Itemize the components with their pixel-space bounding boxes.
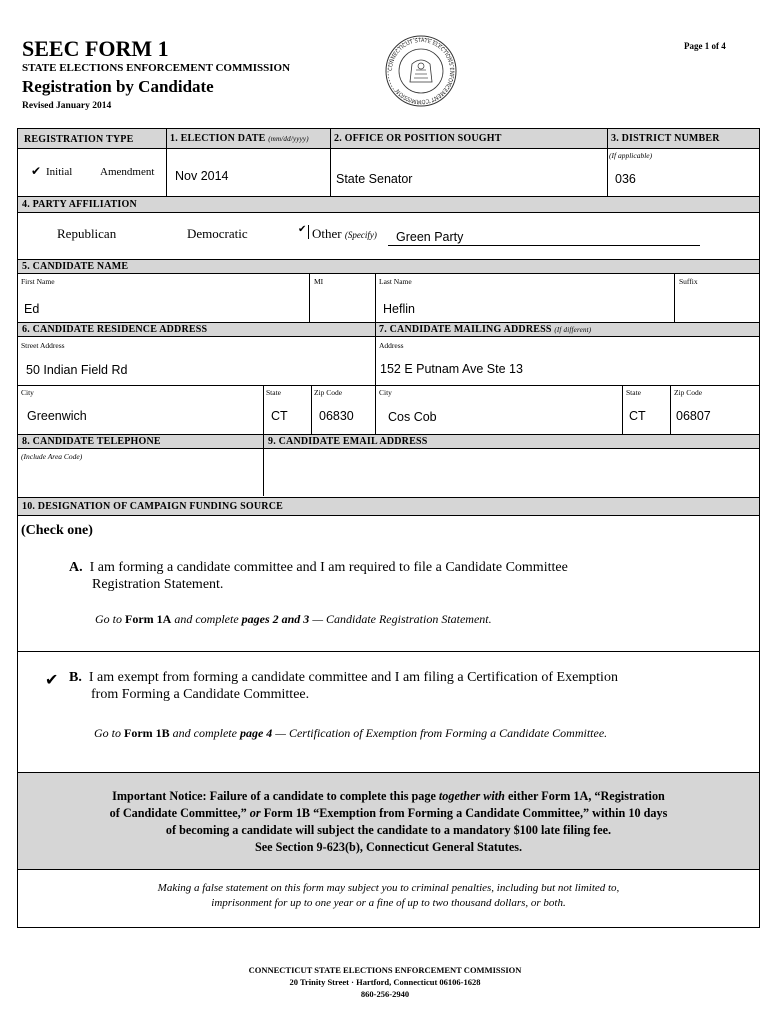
last-name-value[interactable]: Heflin: [383, 302, 415, 316]
residence-address-label: 6. CANDIDATE RESIDENCE ADDRESS: [22, 324, 208, 335]
office-label: 2. OFFICE OR POSITION SOUGHT: [334, 133, 502, 144]
district-hint: (If applicable): [609, 151, 653, 160]
residence-state-value[interactable]: CT: [271, 409, 288, 423]
election-date-value[interactable]: Nov 2014: [175, 169, 229, 183]
option-b-checkmark[interactable]: ✔: [45, 672, 59, 689]
mailing-address-value[interactable]: 152 E Putnam Ave Ste 13: [380, 362, 523, 376]
mailing-state-label: State: [626, 388, 641, 397]
option-a-line2: Registration Statement.: [92, 577, 224, 592]
email-label: 9. CANDIDATE EMAIL ADDRESS: [268, 436, 428, 447]
district-value[interactable]: 036: [615, 172, 636, 186]
seal-logo: [384, 34, 458, 108]
residence-zip-value[interactable]: 06830: [319, 409, 354, 423]
mailing-zip-label: Zip Code: [674, 388, 703, 397]
republican-option[interactable]: Republican: [57, 226, 117, 241]
registration-type-label: REGISTRATION TYPE: [24, 134, 134, 145]
funding-source-label: 10. DESIGNATION OF CAMPAIGN FUNDING SOURCE: [22, 501, 284, 512]
street-address-label: Street Address: [21, 341, 65, 350]
democratic-option[interactable]: Democratic: [187, 226, 248, 241]
false-statement-warning: Making a false statement on this form may subject you to criminal penalties, including but not limited to, imprisonment for up to one year or a fine of up to two thousand dollars, or both.: [157, 882, 620, 909]
initial-checkmark[interactable]: ✔: [31, 164, 42, 178]
candidate-name-label: 5. CANDIDATE NAME: [22, 261, 129, 272]
svg-text:CONNECTICUT STATE ELECTIONS EN: CONNECTICUT STATE ELECTIONS ENFORCEMENT COMMISSION: [387, 37, 455, 105]
district-label: 3. DISTRICT NUMBER: [611, 133, 720, 144]
telephone-input[interactable]: [18, 449, 263, 496]
form-title: SEEC FORM 1: [22, 36, 169, 61]
mailing-address-sublabel: Address: [379, 341, 404, 350]
other-party-value[interactable]: Green Party: [396, 230, 464, 244]
residence-street-value[interactable]: 50 Indian Field Rd: [26, 363, 128, 377]
option-b-line2: from Forming a Candidate Committee.: [91, 687, 310, 702]
other-option[interactable]: Other (Specify): [312, 226, 377, 241]
mailing-state-value[interactable]: CT: [629, 409, 646, 423]
footer: CONNECTICUT STATE ELECTIONS ENFORCEMENT COMMISSION 20 Trinity Street · Hartford, Connecticut 06106-1628 860-256-2940: [248, 965, 522, 999]
option-b[interactable]: B. I am exempt from forming a candidate committee and I am filing a Certification of Exemption: [69, 670, 618, 685]
suffix-label: Suffix: [679, 277, 698, 286]
registration-form: [17, 128, 760, 928]
residence-city-value[interactable]: Greenwich: [27, 409, 87, 423]
commission-name: STATE ELECTIONS ENFORCEMENT COMMISSION: [22, 62, 291, 74]
party-affiliation-label: 4. PARTY AFFILIATION: [22, 199, 137, 210]
revised-date: Revised January 2014: [22, 101, 112, 111]
form-subtitle: Registration by Candidate: [22, 77, 214, 96]
amendment-option[interactable]: Amendment: [100, 166, 155, 178]
option-a-instruction: Go to Form 1A and complete pages 2 and 3 — Candidate Registration Statement.: [95, 612, 492, 626]
residence-state-label: State: [266, 388, 281, 397]
email-input[interactable]: [264, 449, 759, 496]
telephone-hint: (Include Area Code): [21, 452, 83, 461]
first-name-label: First Name: [21, 277, 55, 286]
notice-text: Important Notice: Failure of a candidate to complete this page together with either Form 1A, “Registration of Candidate Committee,” or Form 1B “Exemption from Forming a Candidate Committee,” within 10 days of becoming a candidate will subject the candidate to a mandatory $100 late filing fee. See Section 9-623(b), Connecticut General Statutes.: [109, 789, 668, 854]
option-b-instruction: Go to Form 1B and complete page 4 — Certification of Exemption from Forming a Candidate Committee.: [94, 726, 608, 740]
mailing-city-label: City: [379, 388, 392, 397]
office-value[interactable]: State Senator: [336, 172, 413, 186]
election-date-label: 1. ELECTION DATE (mm/dd/yyyy): [170, 133, 309, 144]
telephone-label: 8. CANDIDATE TELEPHONE: [22, 436, 161, 447]
initial-option[interactable]: Initial: [46, 166, 73, 178]
page-indicator: Page 1 of 4: [684, 41, 726, 51]
option-a[interactable]: A. I am forming a candidate committee and I am required to file a Candidate Committee: [69, 560, 568, 575]
mailing-address-label: 7. CANDIDATE MAILING ADDRESS (If different): [379, 324, 592, 335]
last-name-label: Last Name: [379, 277, 412, 286]
check-one-label: (Check one): [21, 523, 93, 538]
residence-city-label: City: [21, 388, 34, 397]
first-name-value[interactable]: Ed: [24, 302, 40, 316]
other-checkmark[interactable]: ✔: [298, 224, 307, 235]
mi-label: MI: [314, 277, 324, 286]
residence-zip-label: Zip Code: [314, 388, 343, 397]
mailing-city-value[interactable]: Cos Cob: [388, 410, 437, 424]
mailing-zip-value[interactable]: 06807: [676, 409, 711, 423]
